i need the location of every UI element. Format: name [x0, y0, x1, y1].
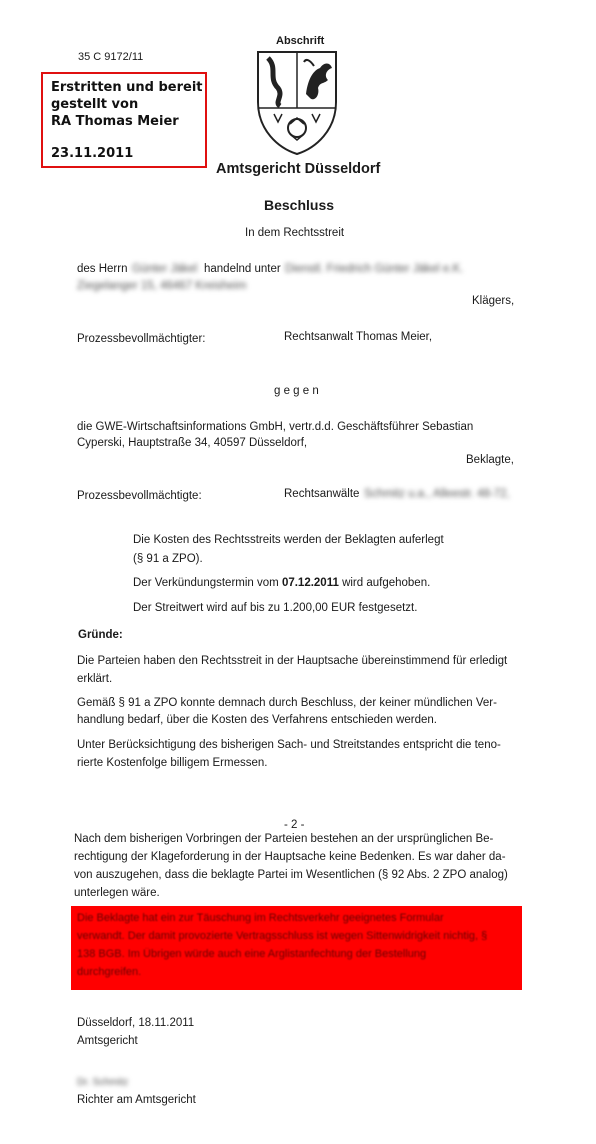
footer-court: Amtsgericht [77, 1035, 138, 1047]
plaintiff-prefix: des Herrn [77, 263, 128, 275]
page2-line-3: von auszugehen, dass die beklagte Partei im Wesentlichen (§ 92 Abs. 2 ZPO analog) [74, 869, 508, 881]
defendant-role: Beklagte, [466, 454, 514, 466]
page2-line-2: rechtigung der Klageforderung in der Hauptsache keine Bedenken. Es war daher da- [74, 851, 506, 863]
defendant-counsel-redacted: Schmitz u.a., Alleestr. 48-72, [364, 488, 510, 500]
page-marker: - 2 - [284, 819, 305, 831]
defendant-line-1: die GWE-Wirtschaftsinformations GmbH, vertr.d.d. Geschäftsführer Sebastian [77, 421, 474, 433]
plaintiff-role: Klägers, [472, 295, 515, 307]
reasons-p3-line-2: rierte Kostenfolge billigem Ermessen. [77, 757, 268, 769]
highlight-line-2: verwandt. Der damit provozierte Vertragsschluss ist wegen Sittenwidrigkeit nichtig, § [77, 930, 488, 942]
stamp-date: 23.11.2011 [51, 146, 134, 161]
decision-hearing-pre: Der Verkündungstermin vom [133, 577, 279, 589]
page2-line-4: unterlegen wäre. [74, 887, 160, 899]
coat-of-arms-icon [254, 48, 340, 158]
file-number: 35 C 9172/11 [78, 51, 144, 63]
reasons-p3-line-1: Unter Berücksichtigung des bisherigen Sach- und Streitstandes entspricht die teno- [77, 739, 501, 751]
stamp-line-2: gestellt von [51, 97, 139, 112]
decision-costs-line-2: (§ 91 a ZPO). [133, 553, 203, 565]
plaintiff-counsel-value: Rechtsanwalt Thomas Meier, [284, 331, 433, 343]
reasons-p2-line-2: handlung bedarf, über die Kosten des Verfahrens entschieden werden. [77, 714, 437, 726]
plaintiff-address-redacted: Ziegelanger 15, 46467 Kreisheim [77, 280, 247, 292]
reasons-heading: Gründe: [78, 629, 123, 641]
abschrift-label: Abschrift [276, 35, 325, 47]
decision-hearing-date: 07.12.2011 [281, 577, 339, 589]
highlight-line-1: Die Beklagte hat ein zur Täuschung im Rechtsverkehr geeignetes Formular [77, 912, 444, 924]
plaintiff-name-redacted: Günter Jäkel [132, 263, 198, 275]
gegen-label: g e g e n [274, 385, 319, 397]
plaintiff-firm-redacted: Dienstl. Friedrich Günter Jäkel e.K. [285, 263, 464, 275]
footer-place-date: Düsseldorf, 18.11.2011 [77, 1017, 195, 1029]
page2-line-1: Nach dem bisherigen Vorbringen der Parteien bestehen an der ursprünglichen Be- [74, 833, 494, 845]
reasons-p2-line-1: Gemäß § 91 a ZPO konnte demnach durch Beschluss, der keiner mündlichen Ver- [77, 697, 497, 709]
judge-name-redacted: Dr. Schmitz [77, 1077, 129, 1088]
highlighted-passage [71, 906, 522, 990]
decision-costs-line-1: Die Kosten des Rechtsstreits werden der Beklagten auferlegt [133, 534, 444, 546]
highlight-line-3: 138 BGB. Im Übrigen würde auch eine Arglistanfechtung der Bestellung [77, 948, 427, 960]
stamp-line-3: RA Thomas Meier [51, 114, 179, 129]
document-title: Beschluss [264, 197, 335, 213]
decision-value: Der Streitwert wird auf bis zu 1.200,00 EUR festgesetzt. [133, 602, 418, 614]
stamp-line-1: Erstritten und bereit [51, 80, 203, 95]
defendant-counsel-value: Rechtsanwälte [284, 488, 360, 500]
plaintiff-middle: handelnd unter [204, 263, 281, 275]
stamp-box [41, 72, 207, 168]
decision-hearing [133, 576, 430, 590]
reasons-p1-line-2: erklärt. [77, 673, 113, 685]
plaintiff-counsel-label: Prozessbevollmächtigter: [77, 333, 206, 345]
decision-hearing-post: wird aufgehoben. [342, 577, 431, 589]
court-name: Amtsgericht Düsseldorf [216, 161, 381, 177]
defendant-counsel-label: Prozessbevollmächtigte: [77, 490, 202, 502]
reasons-p1-line-1: Die Parteien haben den Rechtsstreit in der Hauptsache übereinstimmend für erledigt [77, 655, 508, 667]
defendant-line-2: Cyperski, Hauptstraße 34, 40597 Düsseldorf, [77, 437, 308, 449]
highlight-line-4: durchgreifen. [77, 966, 142, 978]
document-subtitle: In dem Rechtsstreit [245, 227, 345, 239]
judge-title: Richter am Amtsgericht [77, 1094, 196, 1106]
